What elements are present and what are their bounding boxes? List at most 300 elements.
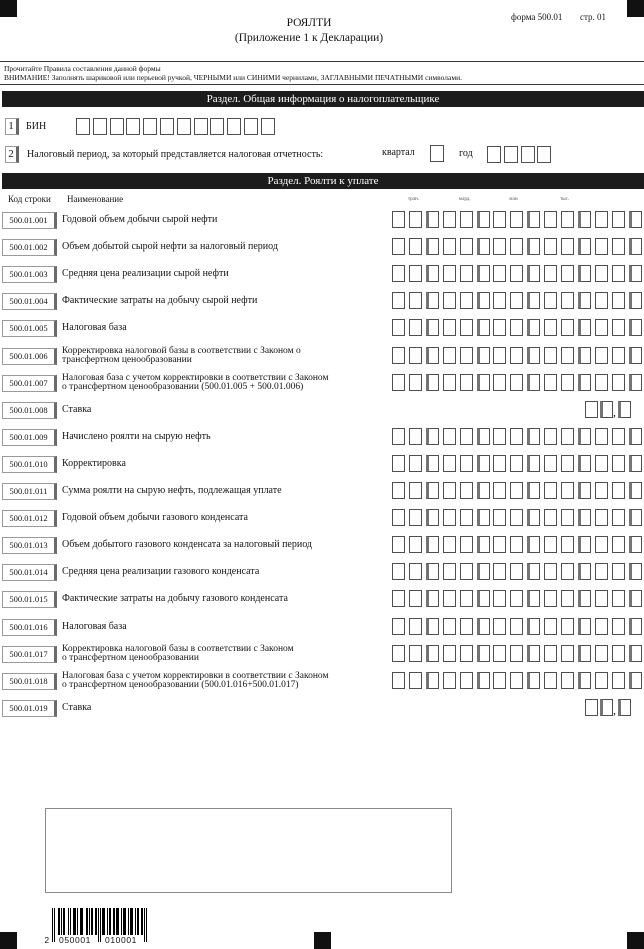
amount-digit-cell[interactable] — [629, 347, 642, 364]
amount-digit-cell[interactable] — [629, 292, 642, 309]
amount-digit-cell[interactable] — [578, 482, 591, 499]
amount-digit-cell[interactable] — [510, 265, 523, 282]
amount-digit-cell[interactable] — [460, 509, 473, 526]
amount-digit-cell[interactable] — [544, 672, 557, 689]
amount-digit-cell[interactable] — [612, 265, 625, 282]
amount-digit-cell[interactable] — [409, 292, 422, 309]
amount-digit-cell[interactable] — [510, 238, 523, 255]
barcode-bar — [80, 908, 81, 935]
amount-digit-cell[interactable] — [629, 265, 642, 282]
amount-digit-cell[interactable] — [544, 482, 557, 499]
amount-digit-cell[interactable] — [409, 482, 422, 499]
amount-digit-cell[interactable] — [612, 211, 625, 228]
amount-digit-cell[interactable] — [460, 672, 473, 689]
amount-digit-cell[interactable] — [612, 590, 625, 607]
amount-digit-cell[interactable] — [426, 455, 439, 472]
amount-digit-cell[interactable] — [443, 292, 456, 309]
barcode-bar — [102, 908, 103, 935]
amount-digit-cell[interactable] — [443, 428, 456, 445]
amount-digit-cell[interactable] — [595, 319, 608, 336]
amount-digit-cell[interactable] — [527, 536, 540, 553]
amount-digit-cell[interactable] — [561, 482, 574, 499]
amount-digit-cell[interactable] — [426, 319, 439, 336]
amount-digit-cell[interactable] — [477, 482, 490, 499]
amount-digit-cell[interactable] — [477, 536, 490, 553]
amount-digit-cell[interactable] — [510, 211, 523, 228]
amount-digit-cell[interactable] — [493, 482, 506, 499]
amount-digit-cell[interactable] — [443, 536, 456, 553]
rate-digit-cell[interactable] — [618, 401, 631, 418]
year-digit-cell[interactable] — [537, 146, 551, 163]
bin-digit-cell[interactable] — [244, 118, 258, 135]
amount-digit-cell[interactable] — [392, 563, 405, 580]
amount-digit-cell[interactable] — [460, 292, 473, 309]
amount-digit-cell[interactable] — [409, 509, 422, 526]
amount-digit-cell[interactable] — [460, 455, 473, 472]
amount-digit-cell[interactable] — [527, 455, 540, 472]
registration-mark — [0, 0, 17, 17]
rate-digit-cell[interactable] — [600, 401, 613, 418]
line-name — [62, 618, 127, 636]
amount-digit-cell[interactable] — [612, 238, 625, 255]
amount-digit-cell[interactable] — [527, 319, 540, 336]
amount-digit-cell[interactable] — [595, 672, 608, 689]
amount-digit-cell[interactable] — [527, 292, 540, 309]
amount-digit-cell[interactable] — [426, 265, 439, 282]
amount-digit-cell[interactable] — [544, 347, 557, 364]
amount-digit-cell[interactable] — [527, 211, 540, 228]
amount-digit-cell[interactable] — [460, 347, 473, 364]
amount-digit-cell[interactable] — [477, 238, 490, 255]
amount-digit-cell[interactable] — [426, 428, 439, 445]
amount-digit-cell[interactable] — [460, 536, 473, 553]
royalty-line-500-01-015 — [0, 590, 644, 608]
amount-digit-cell[interactable] — [443, 455, 456, 472]
rate-digit-cell[interactable] — [585, 401, 598, 418]
amount-digit-cell[interactable] — [493, 618, 506, 635]
amount-digit-cell[interactable] — [443, 238, 456, 255]
amount-digit-cell[interactable] — [629, 590, 642, 607]
amount-digit-cell[interactable] — [595, 455, 608, 472]
amount-digit-cell[interactable] — [493, 319, 506, 336]
amount-digit-cell[interactable] — [477, 428, 490, 445]
amount-digit-cell[interactable] — [527, 238, 540, 255]
bin-digit-cell[interactable] — [227, 118, 241, 135]
amount-digit-cell[interactable] — [392, 347, 405, 364]
amount-digit-cell[interactable] — [527, 428, 540, 445]
amount-digit-cell[interactable] — [544, 645, 557, 662]
amount-digit-cell[interactable] — [561, 590, 574, 607]
line-name — [62, 428, 211, 446]
amount-digit-cell[interactable] — [409, 238, 422, 255]
amount-digit-cell[interactable] — [578, 645, 591, 662]
barcode-bar — [63, 908, 64, 935]
amount-digit-cell[interactable] — [392, 319, 405, 336]
amount-digit-cell[interactable] — [595, 428, 608, 445]
amount-digit-cell[interactable] — [629, 672, 642, 689]
amount-digit-cell[interactable] — [578, 618, 591, 635]
amount-digit-cell[interactable] — [443, 374, 456, 391]
amount-digit-cell[interactable] — [426, 292, 439, 309]
amount-digit-cell[interactable] — [392, 645, 405, 662]
amount-digit-cell[interactable] — [578, 319, 591, 336]
amount-digit-cell[interactable] — [443, 618, 456, 635]
amount-digit-cell[interactable] — [409, 428, 422, 445]
amount-digit-cell[interactable] — [595, 563, 608, 580]
barcode-bar — [73, 908, 74, 935]
amount-digit-cell[interactable] — [426, 563, 439, 580]
amount-digit-cell[interactable] — [392, 590, 405, 607]
amount-digit-cell[interactable] — [493, 645, 506, 662]
amount-digit-cell[interactable] — [612, 645, 625, 662]
amount-digit-cell[interactable] — [544, 536, 557, 553]
amount-digit-cell[interactable] — [409, 455, 422, 472]
barcode-bar — [75, 908, 76, 935]
amount-digit-cell[interactable] — [443, 347, 456, 364]
amount-digit-cell[interactable] — [561, 347, 574, 364]
amount-digit-cell[interactable] — [477, 590, 490, 607]
amount-digit-cell[interactable] — [544, 319, 557, 336]
barcode-bar — [58, 908, 59, 935]
amount-digit-cell[interactable] — [595, 618, 608, 635]
amount-digit-cell[interactable] — [595, 590, 608, 607]
bin-digit-cell[interactable] — [210, 118, 224, 135]
amount-digit-cell[interactable] — [443, 509, 456, 526]
amount-digit-cell[interactable] — [493, 347, 506, 364]
amount-digit-cell[interactable] — [392, 292, 405, 309]
amount-digit-cell[interactable] — [561, 292, 574, 309]
amount-digit-cell[interactable] — [561, 509, 574, 526]
amount-digit-cell[interactable] — [561, 374, 574, 391]
bin-digit-cell[interactable] — [177, 118, 191, 135]
line-name — [62, 401, 91, 419]
amount-digit-cell[interactable] — [527, 563, 540, 580]
amount-digit-cell[interactable] — [426, 536, 439, 553]
amount-digit-cell[interactable] — [493, 211, 506, 228]
year-digit-cell[interactable] — [504, 146, 518, 163]
amount-digit-cell[interactable] — [477, 319, 490, 336]
amount-digit-cell[interactable] — [612, 536, 625, 553]
amount-digit-cell[interactable] — [629, 211, 642, 228]
amount-digit-cell[interactable] — [595, 238, 608, 255]
barcode-bar — [124, 908, 125, 935]
amount-digit-cell[interactable] — [477, 455, 490, 472]
royalty-line-500-01-013 — [0, 536, 644, 554]
quarter-digit-cell[interactable] — [430, 145, 444, 162]
amount-digit-cell[interactable] — [544, 211, 557, 228]
bin-digit-cell[interactable] — [194, 118, 208, 135]
amount-digit-cell[interactable] — [510, 347, 523, 364]
amount-digit-cell[interactable] — [544, 265, 557, 282]
amount-digit-cell[interactable] — [392, 618, 405, 635]
amount-digit-cell[interactable] — [561, 319, 574, 336]
amount-digit-cell[interactable] — [561, 238, 574, 255]
amount-digit-cell[interactable] — [460, 590, 473, 607]
amount-digit-cell[interactable] — [629, 374, 642, 391]
amount-digit-cell[interactable] — [409, 590, 422, 607]
amount-digit-cell[interactable] — [426, 374, 439, 391]
amount-digit-cell[interactable] — [629, 455, 642, 472]
amount-digit-cell[interactable] — [477, 292, 490, 309]
amount-digit-cell[interactable] — [561, 265, 574, 282]
amount-digit-cell[interactable] — [392, 238, 405, 255]
amount-digit-cell[interactable] — [629, 238, 642, 255]
amount-digit-cell[interactable] — [527, 672, 540, 689]
amount-digit-cell[interactable] — [426, 672, 439, 689]
bin-digit-cell[interactable] — [160, 118, 174, 135]
amount-digit-cell[interactable] — [612, 509, 625, 526]
amount-digit-cell[interactable] — [578, 292, 591, 309]
amount-digit-cell[interactable] — [477, 672, 490, 689]
amount-digit-cell[interactable] — [443, 482, 456, 499]
bin-digit-cell[interactable] — [76, 118, 90, 135]
amount-digit-cell[interactable] — [493, 374, 506, 391]
amount-digit-cell[interactable] — [595, 645, 608, 662]
amount-digit-cell[interactable] — [595, 482, 608, 499]
amount-digit-cell[interactable] — [629, 536, 642, 553]
amount-digit-cell[interactable] — [493, 563, 506, 580]
amount-digit-cell[interactable] — [510, 428, 523, 445]
barcode-bar — [61, 908, 62, 935]
amount-digit-cell[interactable] — [409, 536, 422, 553]
amount-digit-cell[interactable] — [595, 265, 608, 282]
amount-digit-cell[interactable] — [561, 455, 574, 472]
amount-digit-cell[interactable] — [392, 536, 405, 553]
amount-digit-cell[interactable] — [595, 211, 608, 228]
amount-digit-cell[interactable] — [443, 563, 456, 580]
amount-digit-cell[interactable] — [493, 672, 506, 689]
amount-digit-cell[interactable] — [409, 319, 422, 336]
amount-digit-cell[interactable] — [544, 563, 557, 580]
line-name-text: Средняя цена реализации газового конденсата — [62, 566, 260, 578]
amount-digit-cell[interactable] — [595, 347, 608, 364]
rate-digit-cell[interactable] — [600, 699, 613, 716]
amount-digit-cell[interactable] — [510, 563, 523, 580]
amount-digit-cell[interactable] — [527, 590, 540, 607]
amount-digit-cell[interactable] — [392, 509, 405, 526]
amount-digit-cell[interactable] — [578, 455, 591, 472]
amount-digit-cell[interactable] — [443, 265, 456, 282]
barcode-bar — [121, 908, 122, 935]
amount-digit-cell[interactable] — [629, 482, 642, 499]
amount-digit-cell[interactable] — [527, 265, 540, 282]
amount-digit-cell[interactable] — [578, 563, 591, 580]
bin-digit-cell[interactable] — [93, 118, 107, 135]
amount-digit-cell[interactable] — [426, 590, 439, 607]
amount-digit-cell[interactable] — [426, 211, 439, 228]
amount-digit-cell[interactable] — [595, 374, 608, 391]
amount-digit-cell[interactable] — [392, 482, 405, 499]
amount-digit-cell[interactable] — [629, 319, 642, 336]
amount-digit-cell[interactable] — [544, 590, 557, 607]
amount-digit-cell[interactable] — [460, 482, 473, 499]
amount-digit-cell[interactable] — [595, 536, 608, 553]
line-name — [62, 509, 248, 527]
line-code: 500.01.010 — [2, 456, 57, 473]
amount-digit-cell[interactable] — [409, 347, 422, 364]
amount-digit-cell[interactable] — [527, 482, 540, 499]
rate-digit-cell[interactable] — [618, 699, 631, 716]
amount-digit-cell[interactable] — [578, 265, 591, 282]
amount-digit-cell[interactable] — [510, 374, 523, 391]
amount-digit-cell[interactable] — [510, 509, 523, 526]
amount-digit-cell[interactable] — [578, 509, 591, 526]
amount-digit-cell[interactable] — [595, 292, 608, 309]
amount-digit-cell[interactable] — [510, 590, 523, 607]
amount-digit-cell[interactable] — [544, 292, 557, 309]
amount-digit-cell[interactable] — [426, 618, 439, 635]
amount-digit-cell[interactable] — [460, 374, 473, 391]
amount-digit-cell[interactable] — [426, 238, 439, 255]
amount-digit-cell[interactable] — [477, 645, 490, 662]
amount-digit-cell[interactable] — [443, 590, 456, 607]
amount-digit-cell[interactable] — [460, 265, 473, 282]
royalty-line-500-01-018 — [0, 672, 644, 690]
amount-digit-cell[interactable] — [409, 672, 422, 689]
amount-digit-cell[interactable] — [409, 618, 422, 635]
amount-digit-cell[interactable] — [493, 455, 506, 472]
amount-digit-cell[interactable] — [392, 211, 405, 228]
amount-digit-cell[interactable] — [578, 374, 591, 391]
amount-digit-cell[interactable] — [443, 645, 456, 662]
amount-digit-cell[interactable] — [612, 319, 625, 336]
amount-digit-cell[interactable] — [493, 509, 506, 526]
amount-digit-cell[interactable] — [612, 482, 625, 499]
amount-digit-cell[interactable] — [578, 590, 591, 607]
amount-digit-cell[interactable] — [629, 563, 642, 580]
amount-digit-cell[interactable] — [460, 645, 473, 662]
amount-digit-cell[interactable] — [392, 265, 405, 282]
amount-digit-cell[interactable] — [527, 645, 540, 662]
amount-digit-cell[interactable] — [561, 563, 574, 580]
amount-digit-cell[interactable] — [460, 618, 473, 635]
amount-digit-cell[interactable] — [493, 536, 506, 553]
amount-digit-cell[interactable] — [612, 455, 625, 472]
amount-digit-cell[interactable] — [510, 482, 523, 499]
amount-digit-cell[interactable] — [460, 428, 473, 445]
form-number: форма 500.01 — [511, 12, 563, 22]
amount-digit-cell[interactable] — [477, 211, 490, 228]
amount-digit-cell[interactable] — [527, 509, 540, 526]
barcode-bar — [70, 908, 71, 935]
amount-digit-cell[interactable] — [510, 672, 523, 689]
amount-digit-cell[interactable] — [578, 536, 591, 553]
amount-digit-cell[interactable] — [493, 590, 506, 607]
amount-digit-cell[interactable] — [510, 319, 523, 336]
amount-digit-cell[interactable] — [409, 374, 422, 391]
amount-digit-cell[interactable] — [493, 265, 506, 282]
amount-digit-cell[interactable] — [460, 563, 473, 580]
amount-digit-cell[interactable] — [392, 428, 405, 445]
amount-digit-cell[interactable] — [612, 672, 625, 689]
amount-digit-cell[interactable] — [460, 238, 473, 255]
amount-digit-cell[interactable] — [561, 645, 574, 662]
amount-digit-cell[interactable] — [443, 319, 456, 336]
amount-digit-cell[interactable] — [392, 455, 405, 472]
line-name-text: Объем добытого газового конденсата за налоговый период — [62, 539, 313, 551]
amount-digit-cell[interactable] — [510, 455, 523, 472]
amount-digit-cell[interactable] — [477, 265, 490, 282]
year-digit-cell[interactable] — [487, 146, 501, 163]
amount-digit-cell[interactable] — [544, 509, 557, 526]
bin-digit-cell[interactable] — [261, 118, 275, 135]
amount-digit-cell[interactable] — [477, 374, 490, 391]
amount-digit-cell[interactable] — [409, 645, 422, 662]
amount-digit-cell[interactable] — [510, 618, 523, 635]
amount-digit-cell[interactable] — [510, 645, 523, 662]
bin-digit-cell[interactable] — [126, 118, 140, 135]
amount-digit-cell[interactable] — [544, 238, 557, 255]
amount-digit-cell[interactable] — [561, 672, 574, 689]
amount-digit-cell[interactable] — [493, 238, 506, 255]
amount-digit-cell[interactable] — [561, 428, 574, 445]
amount-digit-cell[interactable] — [493, 292, 506, 309]
amount-digit-cell[interactable] — [392, 374, 405, 391]
amount-digit-cell[interactable] — [629, 509, 642, 526]
amount-digit-cell[interactable] — [612, 374, 625, 391]
amount-digit-cell[interactable] — [561, 211, 574, 228]
amount-digit-cell[interactable] — [612, 428, 625, 445]
amount-digit-cell[interactable] — [561, 618, 574, 635]
amount-digit-cell[interactable] — [578, 238, 591, 255]
amount-digit-cell[interactable] — [527, 347, 540, 364]
amount-digit-cell[interactable] — [510, 292, 523, 309]
rate-digit-cell[interactable] — [585, 699, 598, 716]
amount-digit-cell[interactable] — [409, 563, 422, 580]
amount-digit-cell[interactable] — [527, 374, 540, 391]
amount-digit-cell[interactable] — [578, 428, 591, 445]
amount-digit-cell[interactable] — [392, 672, 405, 689]
amount-digit-cell[interactable] — [612, 292, 625, 309]
amount-digit-cell[interactable] — [409, 265, 422, 282]
amount-digit-cell[interactable] — [578, 211, 591, 228]
amount-digit-cell[interactable] — [629, 618, 642, 635]
amount-digit-cell[interactable] — [426, 347, 439, 364]
amount-digit-cell[interactable] — [510, 536, 523, 553]
bin-digit-cell[interactable] — [110, 118, 124, 135]
amount-digit-cell[interactable] — [426, 509, 439, 526]
amount-digit-cell[interactable] — [544, 618, 557, 635]
amount-digit-cell[interactable] — [477, 347, 490, 364]
amount-digit-cell[interactable] — [527, 618, 540, 635]
year-digit-cell[interactable] — [521, 146, 535, 163]
amount-digit-cell[interactable] — [612, 347, 625, 364]
amount-digit-cell[interactable] — [409, 211, 422, 228]
amount-digit-cell[interactable] — [561, 536, 574, 553]
amount-digit-cell[interactable] — [477, 509, 490, 526]
bin-digit-cell[interactable] — [143, 118, 157, 135]
amount-digit-cell[interactable] — [629, 428, 642, 445]
amount-digit-cell[interactable] — [578, 672, 591, 689]
amount-digit-cell[interactable] — [460, 211, 473, 228]
amount-digit-cell[interactable] — [544, 428, 557, 445]
amount-digit-cell[interactable] — [629, 645, 642, 662]
amount-digit-cell[interactable] — [477, 563, 490, 580]
amount-digit-cell[interactable] — [544, 455, 557, 472]
amount-digit-cell[interactable] — [612, 618, 625, 635]
amount-digit-cell[interactable] — [595, 509, 608, 526]
amount-digit-cell[interactable] — [443, 211, 456, 228]
amount-digit-cell[interactable] — [477, 618, 490, 635]
amount-digit-cell[interactable] — [544, 374, 557, 391]
amount-digit-cell[interactable] — [426, 482, 439, 499]
amount-digit-cell[interactable] — [493, 428, 506, 445]
amount-digit-cell[interactable] — [426, 645, 439, 662]
amount-digit-cell[interactable] — [578, 347, 591, 364]
amount-digit-cell[interactable] — [443, 672, 456, 689]
amount-digit-cell[interactable] — [612, 563, 625, 580]
amount-digit-cell[interactable] — [460, 319, 473, 336]
